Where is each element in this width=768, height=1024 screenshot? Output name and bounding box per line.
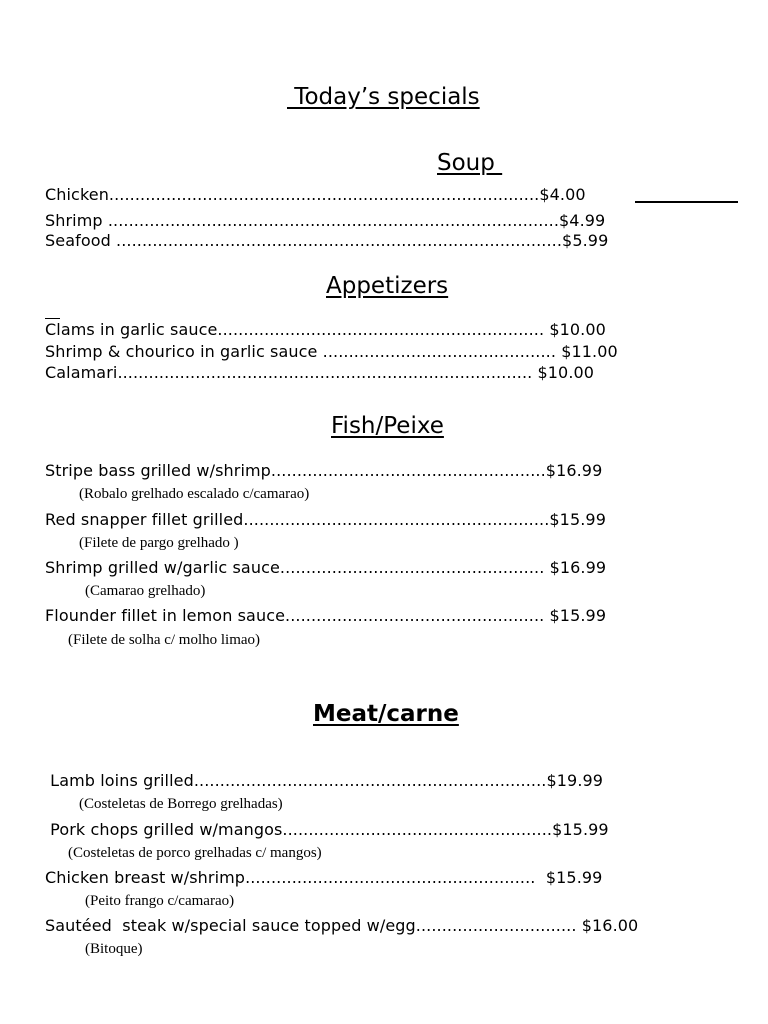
page-title: Today’s specials bbox=[287, 84, 480, 110]
section-heading-fish: Fish/Peixe bbox=[331, 413, 444, 439]
menu-item-clams: Clams in garlic sauce............................................................... $10.00 bbox=[45, 320, 606, 339]
menu-item-pork-chops: Pork chops grilled w/mangos....................................................$15.99 bbox=[45, 820, 609, 839]
menu-item-stripe-bass-translation: (Robalo grelhado escalado c/camarao) bbox=[79, 486, 310, 502]
menu-item-shrimp-grilled: Shrimp grilled w/garlic sauce................................................... $16.99 bbox=[45, 558, 607, 577]
underline-rule bbox=[635, 201, 738, 203]
section-heading-meat: Meat/carne bbox=[313, 701, 459, 727]
menu-item-stripe-bass: Stripe bass grilled w/shrimp.....................................................$16.99 bbox=[45, 461, 603, 480]
menu-item-sauteed-steak: Sautéed steak w/special sauce topped w/egg............................... $16.00 bbox=[45, 916, 639, 935]
menu-item-chicken-breast: Chicken breast w/shrimp........................................................ $15.99 bbox=[45, 868, 603, 887]
section-heading-appetizers: Appetizers bbox=[326, 273, 449, 299]
menu-item-soup-shrimp: Shrimp .......................................................................................$4.99 bbox=[45, 211, 606, 230]
menu-item-soup-seafood: Seafood ......................................................................................$5.99 bbox=[45, 231, 609, 250]
menu-item-soup-chicken: Chicken...................................................................................$4.00 bbox=[45, 185, 586, 204]
menu-item-lamb-loins-translation: (Costeletas de Borrego grelhadas) bbox=[79, 796, 283, 812]
menu-item-lamb-loins: Lamb loins grilled....................................................................$19.99 bbox=[45, 771, 604, 790]
menu-item-pork-chops-translation: (Costeletas de porco grelhadas c/ mangos) bbox=[68, 845, 322, 861]
menu-item-flounder-translation: (Filete de solha c/ molho limao) bbox=[68, 632, 261, 648]
menu-item-red-snapper-translation: (Filete de pargo grelhado ) bbox=[79, 535, 239, 551]
menu-item-shrimp-chourico: Shrimp & chourico in garlic sauce ............................................. $11.00 bbox=[45, 342, 618, 361]
section-heading-soup: Soup bbox=[437, 150, 503, 176]
menu-item-sauteed-steak-translation: (Bitoque) bbox=[85, 941, 143, 957]
menu-item-calamari: Calamari................................................................................ $10.00 bbox=[45, 363, 595, 382]
menu-item-shrimp-grilled-translation: (Camarao grelhado) bbox=[85, 583, 206, 599]
overline-mark bbox=[45, 318, 60, 319]
menu-item-red-snapper: Red snapper fillet grilled...........................................................$15.99 bbox=[45, 510, 606, 529]
menu-item-flounder: Flounder fillet in lemon sauce.................................................. $15.99 bbox=[45, 606, 607, 625]
menu-item-chicken-breast-translation: (Peito frango c/camarao) bbox=[85, 893, 235, 909]
